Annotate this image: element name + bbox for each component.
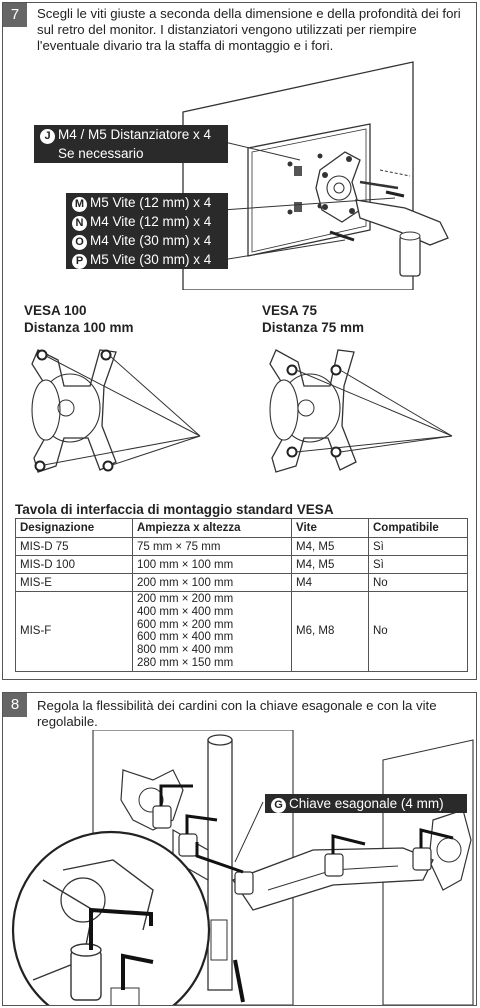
row-designation: MIS-E [16, 574, 133, 592]
row-size: 75 mm × 75 mm [133, 538, 292, 556]
screw-callout-n [66, 212, 228, 231]
row-size: 200 mm × 100 mm [133, 574, 292, 592]
vesa-table-title: Tavola di interfaccia di montaggio standard VESA [15, 502, 334, 517]
table-header-row [16, 519, 468, 538]
letter-o-icon: O [72, 235, 87, 250]
vesa-75-title: VESA 75 [262, 303, 318, 318]
letter-n-icon: N [72, 216, 87, 231]
table-row [16, 574, 468, 592]
letter-m-icon: M [72, 197, 87, 212]
row-screw: M4 [292, 574, 369, 592]
hinge-adjustment-illustration [3, 730, 476, 1005]
row-compatible: No [369, 574, 468, 592]
row-size: 400 mm × 400 mm [137, 605, 234, 618]
spacer-label: M4 / M5 Distanziatore x 4 [58, 127, 212, 142]
screw-o-label: M4 Vite (30 mm) x 4 [90, 233, 212, 248]
row-size-list [133, 592, 292, 672]
row-designation: MIS-F [16, 592, 133, 672]
step-7-number: 7 [3, 3, 27, 27]
spacer-note: Se necessario [58, 146, 144, 161]
header-size: Ampiezza x altezza [133, 519, 292, 538]
row-size: 800 mm × 400 mm [137, 644, 234, 657]
vesa-75-heading [262, 302, 364, 336]
row-size: 100 mm × 100 mm [133, 556, 292, 574]
vesa-75-plate-diagram [240, 338, 475, 488]
vesa-75-distance: Distanza 75 mm [262, 320, 365, 335]
spacer-callout [34, 125, 228, 163]
vesa-100-plate-diagram [0, 338, 240, 488]
step-8-instructions: Regola la flessibilità dei cardini con la chiave esagonale e con la vite regolabile. [37, 698, 437, 729]
screw-callout-m [66, 193, 228, 212]
row-size: 200 mm × 200 mm [137, 593, 234, 605]
letter-j-icon: J [40, 129, 55, 144]
screw-n-label: M4 Vite (12 mm) x 4 [90, 214, 212, 229]
step-8-number: 8 [3, 693, 27, 717]
row-compatible: Sì [369, 556, 468, 574]
row-designation: MIS-D 100 [16, 556, 133, 574]
row-screw: M4, M5 [292, 556, 369, 574]
hex-key-callout [265, 794, 467, 813]
row-size: 600 mm × 400 mm [137, 631, 234, 644]
screw-m-label: M5 Vite (12 mm) x 4 [90, 195, 212, 210]
screw-callout-o [66, 231, 228, 250]
header-screw: Vite [292, 519, 369, 538]
row-size: 280 mm × 150 mm [137, 656, 234, 669]
row-designation: MIS-D 75 [16, 538, 133, 556]
screw-callout-p [66, 250, 228, 269]
vesa-100-title: VESA 100 [24, 303, 87, 318]
table-row [16, 592, 468, 672]
letter-g-icon: G [271, 798, 286, 813]
letter-p-icon: P [72, 254, 87, 269]
vesa-100-heading [24, 302, 134, 336]
row-size: 600 mm × 200 mm [137, 618, 234, 631]
hex-key-label: Chiave esagonale (4 mm) [289, 796, 444, 811]
header-compatible: Compatibile [369, 519, 468, 538]
vesa-table [15, 518, 468, 672]
header-designation: Designazione [16, 519, 133, 538]
table-row [16, 538, 468, 556]
row-compatible: Sì [369, 538, 468, 556]
screw-p-label: M5 Vite (30 mm) x 4 [90, 252, 212, 267]
row-screw: M4, M5 [292, 538, 369, 556]
table-row [16, 556, 468, 574]
row-screw: M6, M8 [292, 592, 369, 672]
row-compatible: No [369, 592, 468, 672]
vesa-100-distance: Distanza 100 mm [24, 320, 134, 335]
step-7-instructions: Scegli le viti giuste a seconda della dimensione e della profondità dei fori sul retro del monitor. I distanziatori vengono utilizzati per riempire l'eventuale divario tra la staffa di montaggio e i fori. [37, 6, 461, 53]
